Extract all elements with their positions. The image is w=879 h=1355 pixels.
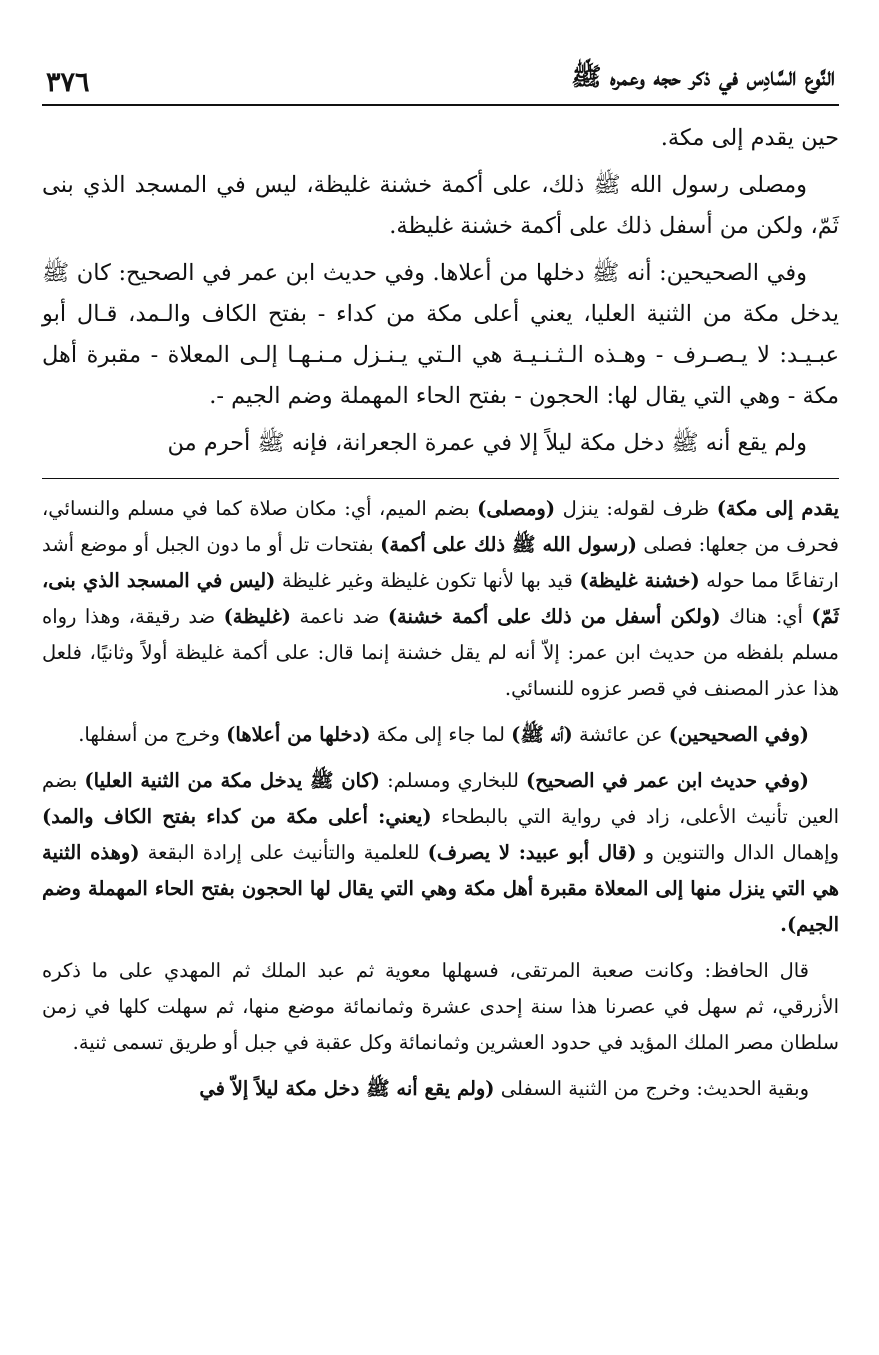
bold-quote: (ومصلى) — [477, 497, 556, 520]
commentary-text: أي: هناك — [720, 605, 812, 628]
main-paragraph: ومصلى رسول الله ﷺ ذلك، على أكمة خشنة غليظة، ليس في المسجد الذي بنى ثَمّ، ولكن من أسفل ذلك على أكمة خشنة غليظة. — [42, 172, 839, 239]
commentary-text: لما جاء إلى مكة — [370, 723, 512, 746]
page-number: ٣٧٦ — [46, 67, 90, 98]
commentary-text: بضم الميم، أي: مكان صلاة كما في مسلم والنسائي، فحرف من جعلها: فصلى — [42, 497, 839, 556]
main-paragraph: ولم يقع أنه ﷺ دخل مكة ليلاً إلا في عمرة الجعرانة، فإنه ﷺ أحرم من — [167, 430, 807, 456]
commentary-text: قيد بها لأنها تكون غليظة وغير غليظة — [275, 569, 580, 592]
commentary-text: وخرج من أسفلها. — [78, 723, 227, 746]
footnote-divider — [42, 478, 839, 479]
commentary-text: وبقية الحديث: وخرج من الثنية السفلى — [494, 1077, 809, 1100]
commentary-paragraph — [42, 491, 839, 707]
commentary-text: ضد ناعمة — [291, 605, 388, 628]
commentary-text: بفتحات تل أو ما دون الجبل أو موضع أشد ارتفاعًا مما حوله — [42, 533, 839, 592]
bold-quote: (قال أبو عبيد: لا يصرف) — [427, 841, 637, 864]
bold-quote: يقدم إلى مكة) — [716, 497, 839, 520]
commentary-paragraph — [42, 763, 839, 943]
bold-quote: (كان ﷺ يدخل مكة من الثنية العليا) — [84, 769, 380, 792]
commentary-text: للعلمية والتأنيث على إرادة البقعة — [139, 841, 428, 864]
running-title: النَّوع السَّادِس في ذكر حجه وعمره ﷺ — [571, 62, 835, 91]
main-paragraph: وفي الصحيحين: أنه ﷺ دخلها من أعلاها. وفي حديث ابن عمر في الصحيح: كان ﷺ يدخل مكة من الثنية العليا، يعني أعلى مكة من كداء - بفتح الكاف والـمد، قـال أبو عبـيـد: لا يـصـرف - وهـذه الـثـنـيـة هي الـتي يـنـزل مـنـهـا إلـى المعلاة - مقبرة أهل مكة - وهي التي يقال لها: الحجون - بفتح الحاء المهملة وضم الجيم -. — [42, 260, 839, 409]
commentary-text: للبخاري ومسلم: — [380, 769, 527, 792]
bold-quote: (رسول الله ﷺ ذلك على أكمة) — [380, 533, 637, 556]
commentary-text: وإهمال الدال والتنوين و — [636, 841, 840, 864]
bold-quote: (دخلها من أعلاها) — [226, 723, 371, 746]
bold-quote: (يعني: أعلى مكة من كداء بفتح الكاف والمد) — [42, 805, 432, 828]
commentary-text: ضد رقيقة، وهذا رواه مسلم بلفظه من حديث ابن عمر: إلاّ أنه لم يقل خشنة إنما قال: على أكمة غليظة أولاً وثانيًا، فلعل هذا عذر المصنف في قصر عزوه للنسائي. — [42, 605, 839, 700]
bold-quote: (أنه ﷺ) — [511, 723, 573, 746]
bold-quote: (ليس في المسجد الذي بنى، ثَمّ) — [42, 569, 840, 628]
bold-quote: (ولم يقع أنه ﷺ دخل مكة ليلاً إلاّ في — [199, 1077, 495, 1100]
bold-quote: (وفي حديث ابن عمر في الصحيح) — [526, 769, 809, 792]
commentary — [42, 491, 839, 1107]
bold-quote: (غليظة) — [223, 605, 292, 628]
bold-quote: (وهذه الثنية هي التي ينزل منها إلى المعلاة مقبرة أهل مكة وهي التي يقال لها الحجون بفتح الحاء المهملة وضم الجيم). — [42, 841, 839, 936]
bold-quote: (وفي الصحيحين) — [668, 723, 809, 746]
commentary-paragraph — [42, 953, 839, 1061]
commentary-text: عن عائشة — [572, 723, 669, 746]
bold-quote: (ولكن أسفل من ذلك على أكمة خشنة) — [387, 605, 721, 628]
commentary-paragraph — [42, 1071, 839, 1107]
commentary-text: ظرف لقوله: ينزل — [555, 497, 717, 520]
main-paragraph: حين يقدم إلى مكة. — [660, 125, 839, 151]
commentary-text: قال الحافظ: وكانت صعبة المرتقى، فسهلها معوية ثم عبد الملك ثم المهدي على ما ذكره الأزرقي، ثم سهل في عصرنا هذا سنة إحدى عشرة وثمانمائة موضع منها، ثم سهلت كلها في زمن سلطان مصر الملك المؤيد في حدود العشرين وثمانمائة وكل عقبة في جبل أو طريق تسمى ثنية. — [42, 959, 839, 1054]
bold-quote: (خشنة غليظة) — [579, 569, 700, 592]
commentary-text: بضم العين تأنيث الأعلى، زاد في رواية التي بالبطحاء — [42, 769, 839, 828]
main-text — [42, 118, 839, 464]
commentary-paragraph — [42, 717, 839, 753]
page-header — [42, 58, 839, 106]
